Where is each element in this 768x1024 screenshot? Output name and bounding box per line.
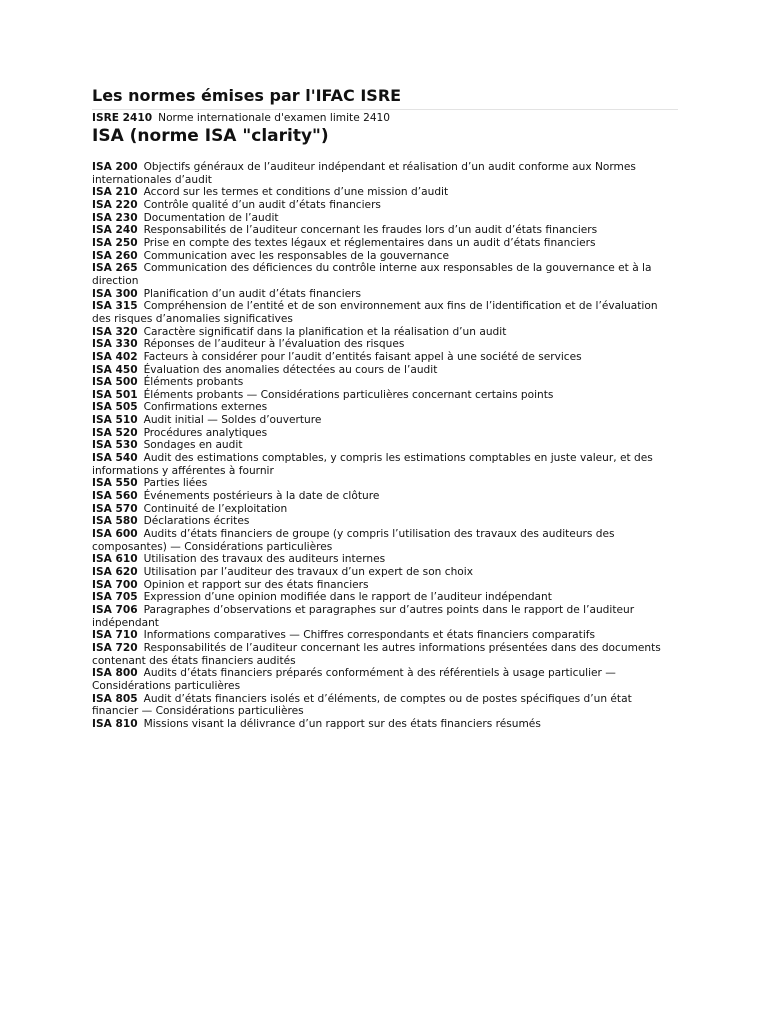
isa-description: Confirmations externes [143,401,268,414]
isa-description: Planification d’un audit d’états financiers [143,287,362,300]
isa-code: ISA 250 [92,236,138,249]
isa-code: ISA 550 [92,477,138,490]
isa-description: Compréhension de l’entité et de son environnement aux fins de l’identification et de l’évaluation des risques d’anomalies significatives [92,300,658,325]
isa-list-item [92,237,678,250]
isa-code: ISA 620 [92,566,138,578]
isa-list-item [92,300,678,325]
isa-description: Déclarations écrites [143,515,250,528]
isre-code: ISRE 2410 [92,112,153,124]
isa-description: Prise en compte des textes légaux et réglementaires dans un audit d’états financiers [143,236,596,249]
isa-description: Missions visant la délivrance d’un rapport sur des états financiers résumés [143,717,541,730]
isa-description: Contrôle qualité d’un audit d’états financiers [143,198,381,211]
isa-description: Audits d’états financiers de groupe (y compris l’utilisation des travaux des auditeurs des composantes) — Considérations particulières [92,528,615,553]
isa-list-item [92,642,678,667]
isa-code: ISA 240 [92,224,138,237]
isre-entry [92,112,678,125]
isa-list-item [92,427,678,440]
isa-list-item [92,629,678,642]
isa-description: Communication des déficiences du contrôle interne aux responsables de la gouvernance et à la direction [92,262,652,287]
isa-description: Paragraphes d’observations et paragraphes sur d’autres points dans le rapport de l’auditeur indépendant [92,603,635,629]
isa-list-item [92,199,678,212]
isa-list-item [92,414,678,427]
isa-description: Objectifs généraux de l’auditeur indépendant et réalisation d’un audit conforme aux Normes internationales d’audit [92,161,636,186]
isa-code: ISA 530 [92,439,138,452]
isa-description: Événements postérieurs à la date de clôture [143,490,380,503]
isa-description: Opinion et rapport sur des états financiers [143,578,369,591]
isa-code: ISA 580 [92,515,138,528]
isa-list-item [92,250,678,263]
isa-code: ISA 265 [92,262,138,275]
isa-code: ISA 505 [92,401,138,414]
isa-code: ISA 570 [92,502,138,515]
isa-description: Utilisation par l’auditeur des travaux d’un expert de son choix [143,566,473,578]
isa-description: Évaluation des anomalies détectées au cours de l’audit [143,363,438,376]
isa-description: Facteurs à considérer pour l’audit d’entités faisant appel à une société de services [143,350,582,363]
isa-code: ISA 710 [92,629,138,642]
isa-description: Procédures analytiques [143,426,268,439]
isa-list-item [92,161,678,186]
isa-code: ISA 330 [92,338,138,351]
isa-description: Audit des estimations comptables, y compris les estimations comptables en juste valeur, et des informations y afférentes à fournir [92,452,653,477]
isa-list-item [92,667,678,692]
isa-description: Audits d’états financiers préparés conformément à des référentiels à usage particulier — Considérations particulières [92,667,616,692]
isa-code: ISA 200 [92,161,138,173]
title-divider [92,109,678,110]
isa-list-item [92,338,678,351]
isa-code: ISA 706 [92,603,138,616]
isa-description: Documentation de l’audit [143,211,279,224]
isa-code: ISA 501 [92,388,138,401]
isa-list-item [92,288,678,301]
isa-description: Expression d’une opinion modifiée dans le rapport de l’auditeur indépendant [143,591,552,604]
isa-code: ISA 450 [92,363,138,376]
isre-text: Norme internationale d'examen limite 2410 [158,112,391,124]
isa-description: Responsabilités de l’auditeur concernant les autres informations présentées dans des documents contenant des états financiers audités [92,641,661,667]
isa-list-item [92,376,678,389]
isa-list-item [92,262,678,287]
isa-code: ISA 315 [92,300,138,313]
isa-description: Continuité de l’exploitation [143,502,288,515]
isa-code: ISA 510 [92,414,138,427]
isa-list-item [92,364,678,377]
isa-list-item [92,591,678,604]
isa-description: Réponses de l’auditeur à l’évaluation des risques [143,338,405,351]
isa-list-item [92,212,678,225]
isa-description: Communication avec les responsables de la gouvernance [143,249,449,262]
isa-code: ISA 610 [92,553,138,566]
isa-code: ISA 500 [92,376,138,389]
isa-list-item [92,515,678,528]
isa-code: ISA 705 [92,591,138,604]
isa-list-item [92,477,678,490]
isa-code: ISA 520 [92,426,138,439]
isa-code: ISA 220 [92,198,138,211]
isa-code: ISA 805 [92,692,138,705]
isa-description: Éléments probants — Considérations particulières concernant certains points [143,388,554,401]
section-title-ifac-isre: Les normes émises par l'IFAC ISRE [92,86,402,105]
isa-list-item [92,351,678,364]
isa-code: ISA 402 [92,350,138,363]
isa-code: ISA 560 [92,490,138,503]
isa-description: Accord sur les termes et conditions d’une mission d’audit [143,186,449,199]
isa-code: ISA 230 [92,211,138,224]
isa-list-item [92,401,678,414]
isa-code: ISA 810 [92,717,138,730]
isa-description: Utilisation des travaux des auditeurs internes [143,553,386,566]
isa-description: Caractère significatif dans la planification et la réalisation d’un audit [143,325,507,338]
isa-list-item [92,503,678,516]
isa-code: ISA 320 [92,325,138,338]
isa-code: ISA 210 [92,186,138,199]
isa-code: ISA 800 [92,667,138,680]
isa-list-item [92,389,678,402]
isa-code: ISA 720 [92,641,138,654]
isa-description: Parties liées [143,477,208,490]
isa-description: Informations comparatives — Chiffres correspondants et états financiers comparatifs [143,629,596,642]
isa-list-item [92,579,678,592]
isa-list-item [92,224,678,237]
isa-code: ISA 600 [92,528,138,541]
isa-description: Responsabilités de l’auditeur concernant les fraudes lors d’un audit d’états financiers [143,224,598,237]
isa-description: Sondages en audit [143,439,243,452]
isa-list-item [92,566,678,579]
document-content [92,86,678,731]
isa-list-item [92,553,678,566]
section-title-isa-clarity: ISA (norme ISA "clarity") [92,126,329,146]
isa-code: ISA 300 [92,287,138,300]
isa-list-item [92,604,678,629]
isa-standards-list [92,161,678,731]
isa-list-item [92,452,678,477]
isa-code: ISA 260 [92,249,138,262]
isa-list-item [92,439,678,452]
isa-description: Éléments probants [143,376,244,389]
isa-description: Audit initial — Soldes d’ouverture [143,414,322,427]
isa-list-item [92,490,678,503]
isa-code: ISA 540 [92,452,138,465]
isa-list-item [92,693,678,718]
isa-description: Audit d’états financiers isolés et d’éléments, de comptes ou de postes spécifiques d’un état financier — Considérations particulières [92,692,632,718]
isa-list-item [92,528,678,553]
isa-list-item [92,326,678,339]
isa-list-item [92,186,678,199]
isa-list-item [92,718,678,731]
isa-code: ISA 700 [92,578,138,591]
